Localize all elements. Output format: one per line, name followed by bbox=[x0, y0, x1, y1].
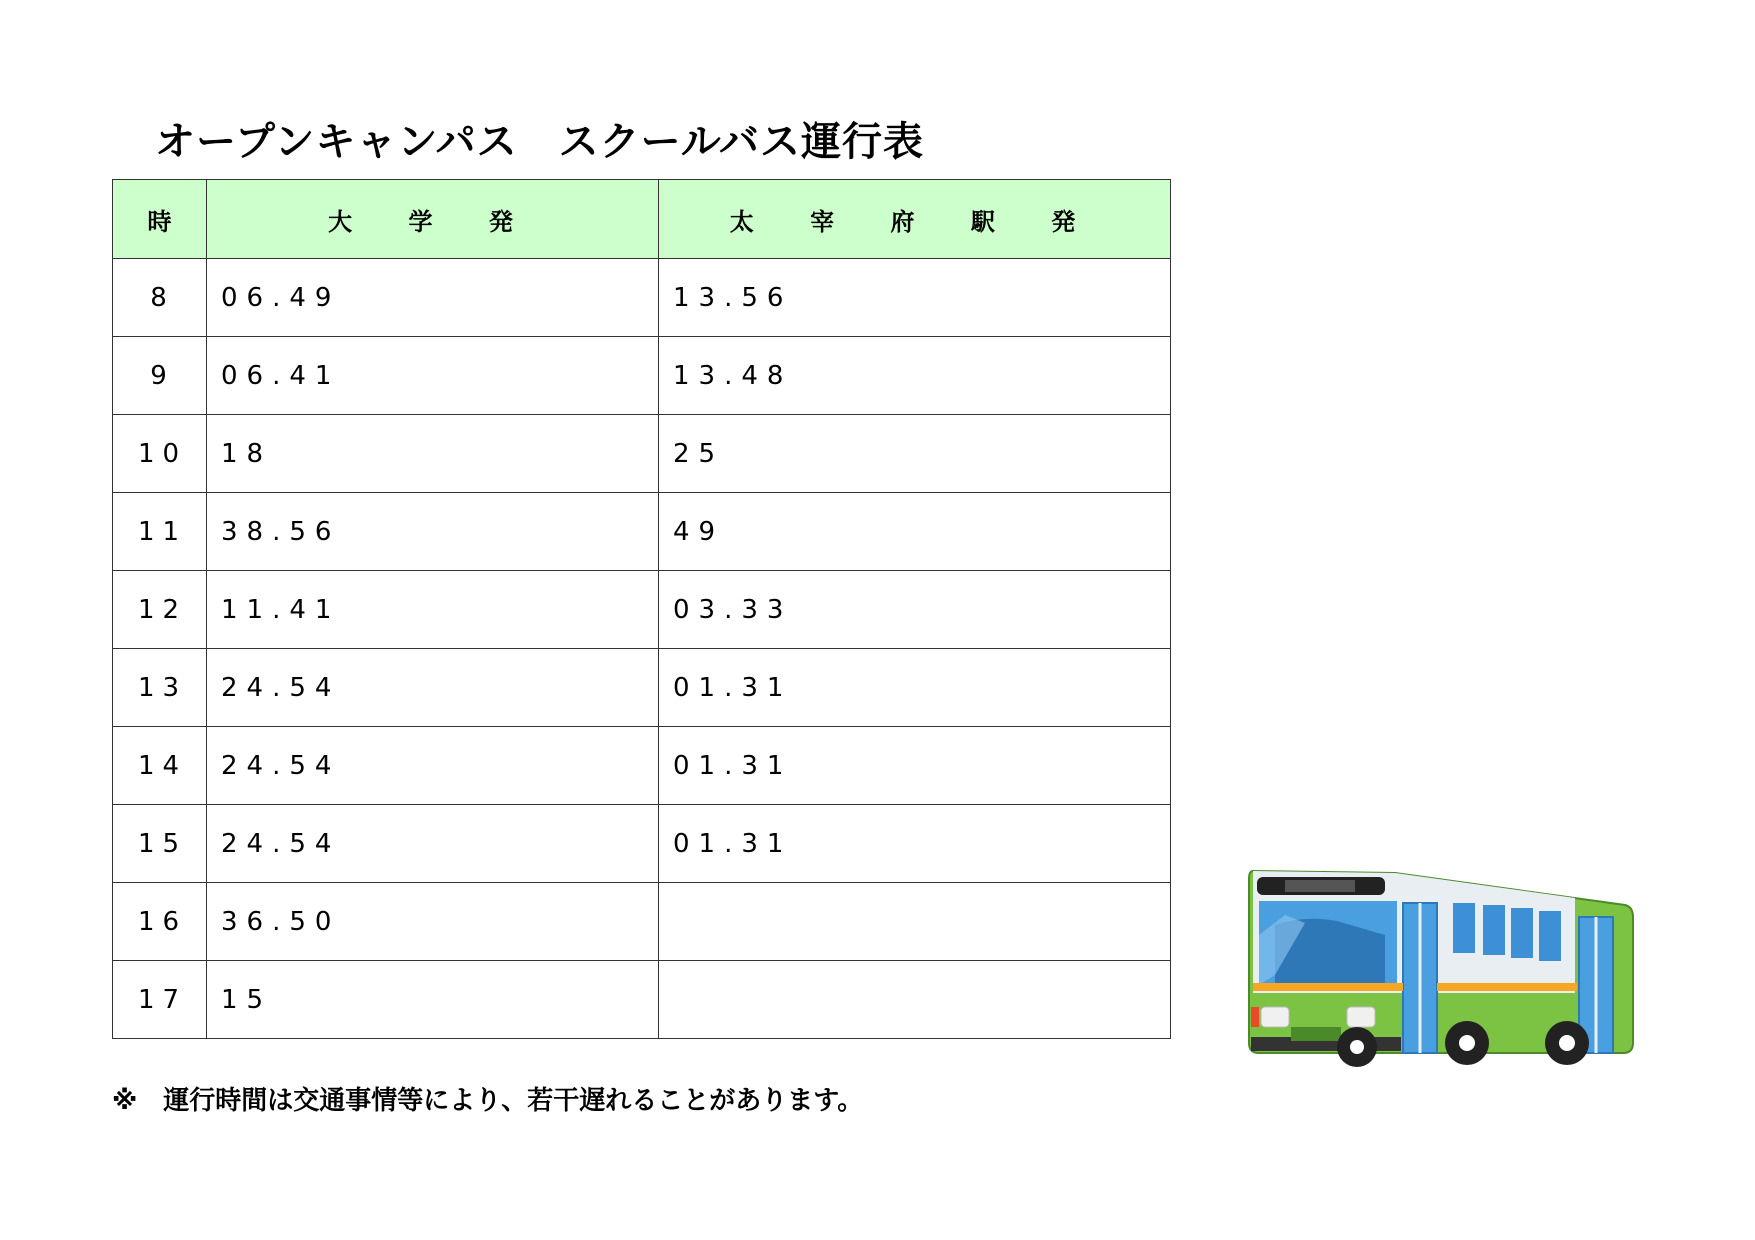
table-row bbox=[113, 493, 1171, 571]
dazaifu-departure-cell: 03.33 bbox=[659, 571, 1171, 649]
header-from-university: 大 学 発 bbox=[207, 180, 659, 259]
dazaifu-departure-cell: 01.31 bbox=[659, 805, 1171, 883]
hour-cell: 12 bbox=[113, 571, 207, 649]
table-row bbox=[113, 805, 1171, 883]
dazaifu-departure-cell bbox=[659, 883, 1171, 961]
table-header-row bbox=[113, 180, 1171, 259]
hour-cell: 9 bbox=[113, 337, 207, 415]
page-title: オープンキャンパス スクールバス運行表 bbox=[155, 119, 924, 165]
header-hour: 時 bbox=[113, 180, 207, 259]
table-row bbox=[113, 883, 1171, 961]
dazaifu-departure-cell bbox=[659, 961, 1171, 1039]
delay-notice: ※ 運行時間は交通事情等により、若干遅れることがあります。 bbox=[112, 1086, 864, 1116]
hour-cell: 10 bbox=[113, 415, 207, 493]
dazaifu-departure-cell: 25 bbox=[659, 415, 1171, 493]
university-departure-cell: 15 bbox=[207, 961, 659, 1039]
header-from-dazaifu: 太 宰 府 駅 発 bbox=[659, 180, 1171, 259]
table-row bbox=[113, 415, 1171, 493]
dazaifu-departure-cell: 13.48 bbox=[659, 337, 1171, 415]
table-row bbox=[113, 727, 1171, 805]
university-departure-cell: 24.54 bbox=[207, 649, 659, 727]
table-row bbox=[113, 571, 1171, 649]
hour-cell: 13 bbox=[113, 649, 207, 727]
dazaifu-departure-cell: 13.56 bbox=[659, 259, 1171, 337]
table-row bbox=[113, 259, 1171, 337]
bus-timetable bbox=[112, 179, 1171, 1039]
university-departure-cell: 36.50 bbox=[207, 883, 659, 961]
hour-cell: 14 bbox=[113, 727, 207, 805]
university-departure-cell: 24.54 bbox=[207, 727, 659, 805]
dazaifu-departure-cell: 49 bbox=[659, 493, 1171, 571]
hour-cell: 16 bbox=[113, 883, 207, 961]
hour-cell: 15 bbox=[113, 805, 207, 883]
dazaifu-departure-cell: 01.31 bbox=[659, 727, 1171, 805]
hour-cell: 8 bbox=[113, 259, 207, 337]
hour-cell: 17 bbox=[113, 961, 207, 1039]
table-row bbox=[113, 961, 1171, 1039]
university-departure-cell: 11.41 bbox=[207, 571, 659, 649]
table-row bbox=[113, 649, 1171, 727]
hour-cell: 11 bbox=[113, 493, 207, 571]
university-departure-cell: 18 bbox=[207, 415, 659, 493]
university-departure-cell: 24.54 bbox=[207, 805, 659, 883]
university-departure-cell: 06.49 bbox=[207, 259, 659, 337]
dazaifu-departure-cell: 01.31 bbox=[659, 649, 1171, 727]
bus-icon bbox=[1245, 865, 1635, 1070]
university-departure-cell: 06.41 bbox=[207, 337, 659, 415]
table-row bbox=[113, 337, 1171, 415]
university-departure-cell: 38.56 bbox=[207, 493, 659, 571]
